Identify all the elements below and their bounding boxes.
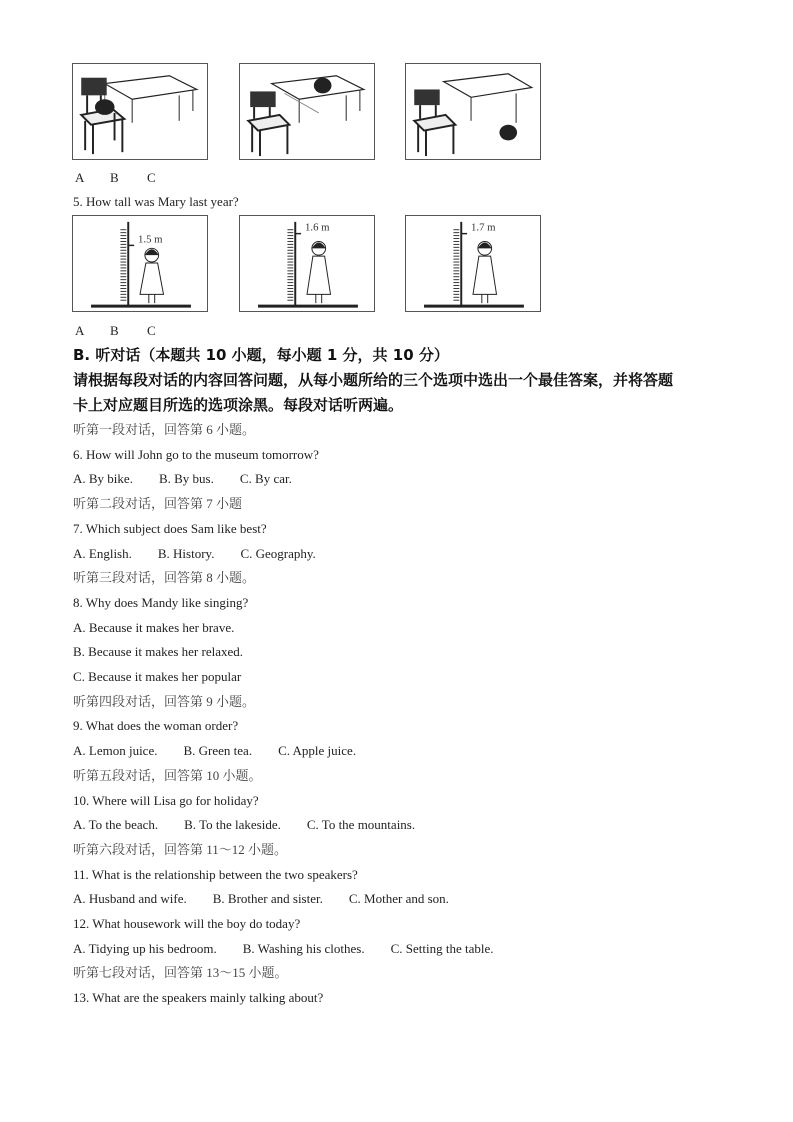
teapot-on-table-illustration [240,64,374,159]
option-b: B. Washing his clothes. [242,940,365,956]
option-b: B. By bus. [158,471,214,487]
option-a: A. By bike. [73,471,133,487]
picture-4a [72,63,208,160]
section-b-title: B. 听对话（本题共 10 小题，每小题 1 分，共 10 分） [73,346,449,364]
question-text: 10. Where will Lisa go for holiday? [73,792,259,808]
height-label: 1.7 m [471,221,496,234]
question-text: 7. Which subject does Sam like best? [73,520,267,536]
option-b: B. Brother and sister. [212,891,323,907]
dialogue-instruction: 听第七段对话，回答第 13～15 小题。 [73,965,288,981]
option-c: C. Geography. [240,545,316,561]
question-text: 9. What does the woman order? [73,718,239,734]
answer-options [73,471,318,487]
option-c: C. Setting the table. [390,940,494,956]
option-label-b: B [110,323,119,338]
question-text: 8. Why does Mandy like singing? [73,594,249,610]
option-b: B. Green tea. [183,743,253,759]
answer-options [73,546,342,562]
section-b-instruction: 请根据每段对话的内容回答问题，从每小题所给的三个选项中选出一个最佳答案，并将答题 [73,371,674,389]
answer-options [73,891,475,907]
option-b: B. To the lakeside. [184,817,281,833]
dialogue-instruction: 听第三段对话，回答第 8 小题。 [73,570,256,586]
answer-options [73,941,520,957]
girl-figure-icon [140,248,164,303]
option-b: B. History. [157,545,215,561]
option-c: C. Mother and son. [348,891,449,907]
height-label: 1.6 m [305,221,330,234]
teapot-on-floor-illustration [406,64,540,159]
option-a: A. Lemon juice. [73,743,158,759]
dialogue-instruction: 听第四段对话，回答第 9 小题。 [73,693,256,709]
option-label-a: A [75,323,85,338]
dialogue-instruction: 听第六段对话，回答第 11～12 小题。 [73,841,288,857]
option-label-c: C [147,170,156,185]
height-label: 1.5 m [138,233,163,246]
girl-figure-icon [307,241,331,303]
question-text: 6. How will John go to the museum tomorrow? [73,446,319,462]
question-5: 5. How tall was Mary last year? [73,194,239,209]
option-a: A. Tidying up his bedroom. [73,940,217,956]
dialogue-instruction: 听第一段对话，回答第 6 小题。 [73,422,256,437]
dialogue-instruction: 听第二段对话，回答第 7 小题 [73,496,243,512]
option-label-b: B [110,170,119,185]
option-a: A. English. [73,545,132,561]
question-text: C. Because it makes her popular [73,669,242,684]
option-c: C. Apple juice. [278,743,357,759]
height-picture-b [239,215,375,312]
girl-figure-icon [473,241,497,303]
height-picture-a [72,215,208,312]
option-label-c: C [147,323,156,338]
option-a: A. Husband and wife. [73,891,187,907]
question-text: 13. What are the speakers mainly talking about? [73,990,324,1006]
dialogue-instruction: 听第五段对话，回答第 10 小题。 [73,767,262,783]
height-picture-c [405,215,541,312]
option-label-a: A [75,170,85,185]
option-c: C. To the mountains. [306,817,416,833]
question-text: 11. What is the relationship between the two speakers? [73,866,358,882]
section-b-instruction-cont: 卡上对应题目所选的选项涂黑。每段对话听两遍。 [73,396,404,414]
option-c: C. By car. [239,471,292,487]
teapot-on-chair-illustration [73,64,207,159]
question-text: A. Because it makes her brave. [73,619,235,635]
picture-4c [405,63,541,160]
answer-options [73,817,441,833]
answer-options [73,743,382,759]
question-text: 12. What housework will the boy do today? [73,916,301,931]
question-text: B. Because it makes her relaxed. [73,644,244,660]
picture-4b [239,63,375,160]
option-a: A. To the beach. [73,817,159,833]
